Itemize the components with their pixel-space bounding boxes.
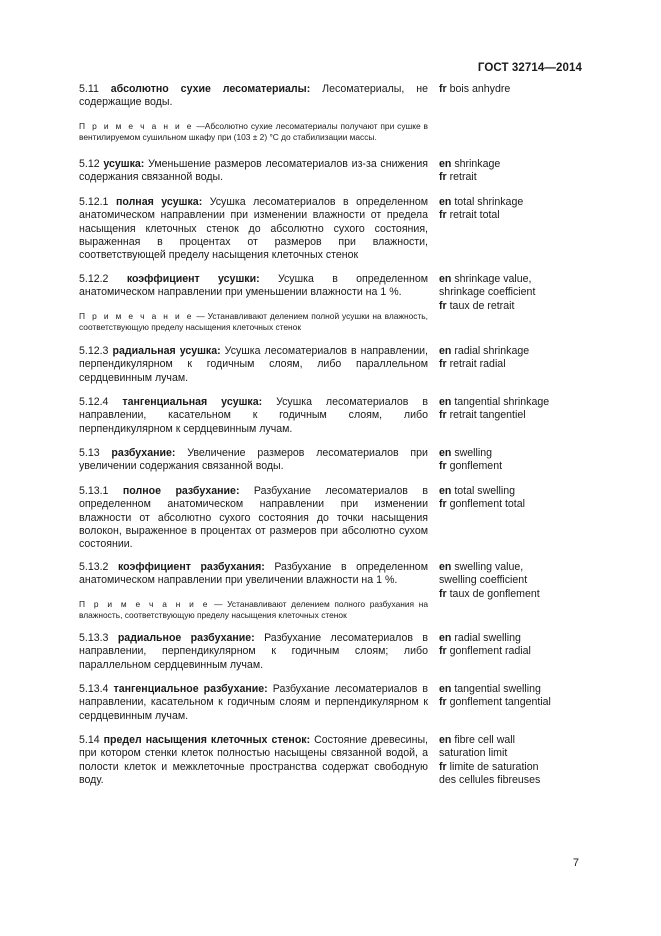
- term-entry: [79, 485, 584, 561]
- term-text: Усушка лесоматериалов в определенном анатомическом направлении при изменении влажности от предела насыщения клеточных стенок до абсолютно сухого состояния, выраженная в процентах от размеров при влажности, соответствующей пределу насыщения клеточных стенок: [79, 196, 429, 262]
- term-translations: [439, 83, 584, 158]
- translation-line: [439, 447, 584, 460]
- term-text: Состояние древесины, при котором стенки клеток полностью насыщены связанной водой, а полости клеток и межклеточные пространства содержат свободную воду.: [79, 734, 428, 786]
- term-title: абсолютно сухие лесоматериалы:: [110, 83, 311, 95]
- term-entry: [79, 447, 584, 485]
- translation-text: shrinkage coefficient: [439, 286, 536, 299]
- translation-lang: en: [439, 345, 452, 357]
- term-number: 5.13.2: [79, 561, 109, 573]
- translation-line: [439, 588, 584, 601]
- translation-line: [439, 409, 584, 422]
- translation-line: [439, 498, 584, 511]
- note-label: П р и м е ч а н и е: [79, 310, 194, 321]
- translation-line: [439, 286, 584, 299]
- translation-text: saturation limit: [439, 747, 508, 760]
- translation-lang: fr: [439, 358, 447, 371]
- term-translations: [439, 485, 584, 561]
- term-definition-block: [79, 345, 428, 396]
- term-definition: [79, 273, 428, 300]
- term-text: Усушка в определенном анатомическом направлении при уменьшении влажности на 1 %.: [79, 273, 428, 299]
- term-text: Лесоматериалы, не содержащие воды.: [79, 83, 428, 109]
- term-text: Усушка лесоматериалов в направлении, перпендикулярном к годичным слоям, либо параллельном сердцевинным лучам.: [79, 345, 428, 384]
- translation-text: total shrinkage: [454, 196, 524, 208]
- term-title: полное разбухание:: [122, 485, 240, 497]
- translation-lang: fr: [439, 83, 447, 95]
- translation-text: bois anhydre: [449, 83, 511, 95]
- translation-line: [439, 460, 584, 473]
- term-translations: [439, 734, 584, 794]
- translation-text: shrinkage value,: [454, 273, 532, 285]
- term-definition: [79, 734, 428, 787]
- translation-line: [439, 632, 584, 645]
- term-title: усушка:: [103, 158, 145, 170]
- translation-text: tangential shrinkage: [454, 396, 550, 408]
- translation-lang: fr: [439, 171, 447, 184]
- term-definition: [79, 345, 428, 385]
- term-title: предел насыщения клеточных стенок:: [103, 734, 311, 746]
- translation-lang: en: [439, 273, 452, 285]
- term-entry: [79, 83, 584, 158]
- translation-line: [439, 574, 584, 587]
- term-title: радиальное разбухание:: [117, 632, 255, 644]
- translation-text: swelling coefficient: [439, 574, 528, 587]
- term-text: Разбухание лесоматериалов в направлении, перпендикулярном к годичным слоям; либо параллельном сердцевинным лучам.: [79, 632, 428, 671]
- term-definition: [79, 447, 428, 474]
- note-text: — Устанавливают делением полной усушки на влажность, соответствующую пределу насыщения клеточных стенок: [79, 310, 428, 332]
- translation-text: gonflement total: [449, 498, 525, 511]
- term-entry: [79, 396, 584, 447]
- term-definition-block: [79, 396, 428, 447]
- term-number: 5.14: [79, 734, 100, 746]
- term-number: 5.12.1: [79, 196, 109, 208]
- term-text: Уменьшение размеров лесоматериалов из-за снижения содержания связанной воды.: [79, 158, 428, 184]
- term-definition: [79, 196, 428, 262]
- translation-line: [439, 734, 584, 747]
- term-number: 5.13.4: [79, 683, 109, 695]
- term-definition-block: [79, 734, 428, 794]
- term-definition: [79, 158, 428, 185]
- term-number: 5.12.3: [79, 345, 109, 357]
- term-definition: [79, 83, 428, 110]
- term-number: 5.12.2: [79, 273, 109, 285]
- term-entry: [79, 683, 584, 734]
- translation-text: radial swelling: [454, 632, 521, 644]
- term-definition-block: [79, 83, 428, 158]
- term-number: 5.12: [79, 158, 100, 170]
- translation-lang: en: [439, 396, 452, 408]
- term-number: 5.13: [79, 447, 100, 459]
- term-entry: [79, 158, 584, 196]
- note-label: П р и м е ч а н и е: [79, 120, 194, 131]
- translation-text: retrait: [449, 171, 477, 184]
- terms-list: [79, 83, 584, 794]
- translation-lang: fr: [439, 409, 447, 422]
- translation-lang: en: [439, 734, 452, 746]
- page-number: 7: [572, 857, 579, 869]
- translation-text: swelling: [454, 447, 493, 459]
- term-title: радиальная усушка:: [112, 345, 221, 357]
- translation-line: [439, 485, 584, 498]
- translation-text: retrait radial: [449, 358, 506, 371]
- note-text: —Абсолютно сухие лесоматериалы получают при сушке в вентилируемом сушильном шкафу при (103 ± 2) °С до стабилизации массы.: [79, 120, 428, 142]
- translation-text: tangential swelling: [454, 683, 541, 695]
- term-definition-block: [79, 158, 428, 196]
- translation-text: taux de retrait: [449, 299, 515, 312]
- term-translations: [439, 158, 584, 196]
- term-entry: [79, 734, 584, 794]
- term-definition-block: [79, 447, 428, 485]
- term-definition: [79, 485, 428, 551]
- translation-lang: fr: [439, 460, 447, 473]
- term-definition-block: [79, 273, 428, 345]
- term-translations: [439, 683, 584, 734]
- translation-text: gonflement radial: [449, 645, 531, 658]
- translation-lang: fr: [439, 696, 447, 709]
- translation-text: des cellules fibreuses: [439, 773, 541, 786]
- term-translations: [439, 345, 584, 396]
- term-text: Увеличение размеров лесоматериалов при увеличении содержания связанной воды.: [79, 447, 428, 473]
- note-text: — Устанавливают делением полного разбухания на влажность, соответствующую пределу насыщения клеточных стенок: [79, 598, 428, 620]
- translation-lang: fr: [439, 760, 447, 773]
- translation-line: [439, 683, 584, 696]
- term-translations: [439, 632, 584, 683]
- term-definition-block: [79, 632, 428, 683]
- translation-text: gonflement tangential: [449, 696, 551, 709]
- translation-lang: fr: [439, 209, 447, 222]
- term-entry: [79, 632, 584, 683]
- term-title: разбухание:: [111, 447, 176, 459]
- translation-lang: en: [439, 561, 452, 573]
- translation-lang: en: [439, 447, 452, 459]
- translation-lang: en: [439, 158, 452, 170]
- term-number: 5.12.4: [79, 396, 109, 408]
- term-translations: [439, 396, 584, 447]
- translation-line: [439, 300, 584, 313]
- term-title: тангенциальное разбухание:: [113, 683, 268, 695]
- term-text: Разбухание лесоматериалов в определенном анатомическом направлении при изменении влажности от абсолютно сухого состояния до точки насыщения волокон, выраженное в процентах от размеров при абсолютно сухом состоянии.: [79, 485, 428, 551]
- translation-lang: en: [439, 632, 452, 644]
- translation-text: retrait tangentiel: [449, 409, 526, 422]
- term-note: [79, 599, 428, 621]
- translation-line: [439, 158, 584, 171]
- translation-text: fibre cell wall: [454, 734, 515, 746]
- translation-text: radial shrinkage: [454, 345, 530, 357]
- translation-text: limite de saturation: [449, 760, 539, 773]
- translation-line: [439, 171, 584, 184]
- translation-line: [439, 345, 584, 358]
- translation-text: taux de gonflement: [449, 587, 540, 600]
- translation-line: [439, 358, 584, 371]
- term-title: коэффициент усушки:: [126, 273, 260, 285]
- translation-line: [439, 396, 584, 409]
- term-translations: [439, 196, 584, 273]
- term-definition-block: [79, 485, 428, 561]
- translation-lang: fr: [439, 299, 447, 312]
- term-text: Разбухание в определенном анатомическом направлении при увеличении влажности на 1 %.: [79, 561, 428, 587]
- term-number: 5.13.3: [79, 632, 109, 644]
- term-definition: [79, 561, 428, 588]
- translation-line: [439, 645, 584, 658]
- term-translations: [439, 447, 584, 485]
- translation-line: [439, 774, 584, 787]
- term-entry: [79, 345, 584, 396]
- term-translations: [439, 273, 584, 345]
- term-number: 5.13.1: [79, 485, 109, 497]
- translation-lang: fr: [439, 587, 447, 600]
- document-header: ГОСТ 32714—2014: [477, 62, 582, 74]
- translation-lang: fr: [439, 645, 447, 658]
- term-entry: [79, 273, 584, 345]
- translation-text: retrait total: [449, 209, 500, 222]
- translation-text: total swelling: [454, 485, 515, 497]
- translation-line: [439, 209, 584, 222]
- translation-line: [439, 273, 584, 286]
- term-definition: [79, 396, 428, 436]
- translation-lang: en: [439, 196, 452, 208]
- translation-lang: fr: [439, 498, 447, 511]
- term-definition-block: [79, 561, 428, 632]
- translation-line: [439, 83, 584, 96]
- translation-lang: en: [439, 683, 452, 695]
- translation-line: [439, 747, 584, 760]
- translation-line: [439, 761, 584, 774]
- term-translations: [439, 561, 584, 632]
- term-definition: [79, 683, 428, 723]
- translation-line: [439, 561, 584, 574]
- term-title: тангенциальная усушка:: [122, 396, 263, 408]
- term-text: Разбухание лесоматериалов в направлении, касательном к годичным слоям и перпендикулярном к сердцевинным лучам.: [79, 683, 428, 722]
- term-entry: [79, 196, 584, 273]
- term-note: [79, 121, 428, 143]
- term-entry: [79, 561, 584, 632]
- note-label: П р и м е ч а н и е: [79, 598, 210, 609]
- translation-text: shrinkage: [454, 158, 501, 170]
- term-number: 5.11: [79, 83, 99, 95]
- translation-text: gonflement: [449, 460, 503, 473]
- term-definition-block: [79, 683, 428, 734]
- translation-text: swelling value,: [454, 561, 524, 573]
- term-note: [79, 311, 428, 333]
- translation-line: [439, 196, 584, 209]
- translation-lang: en: [439, 485, 452, 497]
- term-text: Усушка лесоматериалов в направлении, касательном к годичным слоям, либо перпендикулярном к сердцевинным лучам.: [79, 396, 428, 435]
- translation-line: [439, 696, 584, 709]
- term-title: полная усушка:: [115, 196, 203, 208]
- term-title: коэффициент разбухания:: [118, 561, 265, 573]
- term-definition: [79, 632, 428, 672]
- term-definition-block: [79, 196, 428, 273]
